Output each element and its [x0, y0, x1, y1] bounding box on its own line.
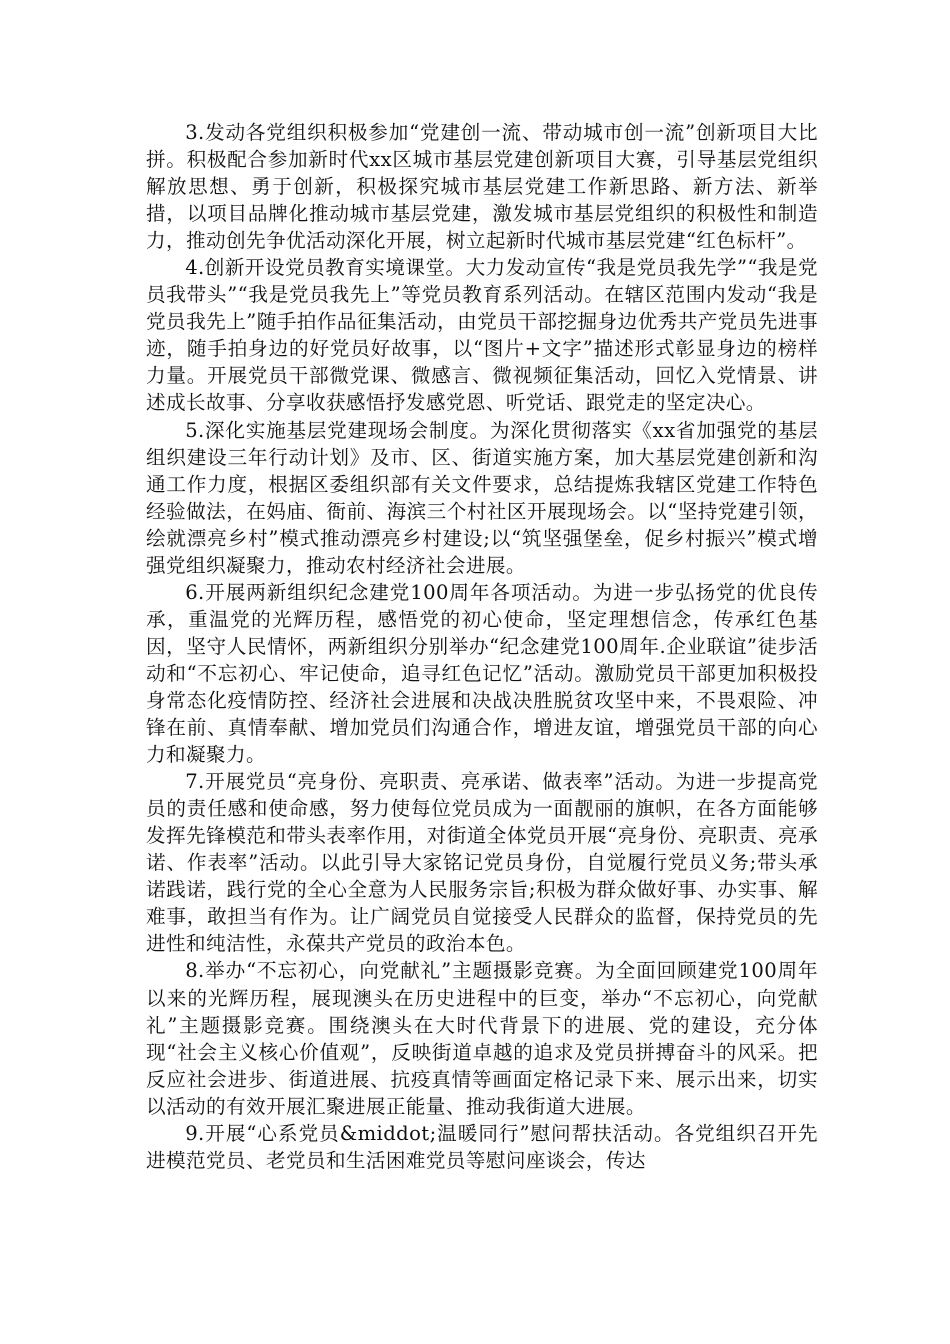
paragraph-6: 6.开展两新组织纪念建党100周年各项活动。为进一步弘扬党的优良传承，重温党的光辉历程，感悟党的初心使命，坚定理想信念，传承红色基因，坚守人民情怀，两新组织分别举办“纪念建党100周年.企业联谊”徒步活动和“不忘初心、牢记使命，追寻红色记忆”活动。激励党员干部更加积极投身常态化疫情防控、经济社会进展和决战决胜脱贫攻坚中来，不畏艰险、冲锋在前、真情奉献、增加党员们沟通合作，增进友谊，增强党员干部的向心力和凝聚力。 — [146, 580, 818, 767]
paragraph-8: 8.举办“不忘初心，向党献礼”主题摄影竞赛。为全面回顾建党100周年以来的光辉历程，展现澳头在历史进程中的巨变，举办“不忘初心，向党献礼”主题摄影竞赛。围绕澳头在大时代背景下的进展、党的建设，充分体现“社会主义核心价值观”，反映街道卓越的追求及党员拼搏奋斗的风采。把反应社会进步、街道进展、抗疫真情等画面定格记录下来、展示出来，切实以活动的有效开展汇聚进展正能量、推动我街道大进展。 — [146, 959, 818, 1118]
paragraph-4: 4.创新开设党员教育实境课堂。大力发动宣传“我是党员我先学”“我是党员我带头”“我是党员我先上”等党员教育系列活动。在辖区范围内发动“我是党员我先上”随手拍作品征集活动，由党员干部挖掘身边优秀共产党员先进事迹，随手拍身边的好党员好故事，以“图片+文字”描述形式彰显身边的榜样力量。开展党员干部微党课、微感言、微视频征集活动，回忆入党情景、讲述成长故事、分享收获感悟抒发感党恩、听党话、跟党走的坚定决心。 — [146, 256, 818, 415]
paragraph-7: 7.开展党员“亮身份、亮职责、亮承诺、做表率”活动。为进一步提高党员的责任感和使命感，努力使每位党员成为一面靓丽的旗帜，在各方面能够发挥先锋模范和带头表率作用，对街道全体党员开展“亮身份、亮职责、亮承诺、作表率”活动。以此引导大家铭记党员身份，自觉履行党员义务;带头承诺践诺，践行党的全心全意为人民服务宗旨;积极为群众做好事、办实事、解难事，敢担当有作为。让广阔党员自觉接受人民群众的监督，保持党员的先进性和纯洁性，永葆共产党员的政治本色。 — [146, 770, 818, 956]
document-body — [146, 119, 818, 1174]
paragraph-3: 3.发动各党组织积极参加“党建创一流、带动城市创一流”创新项目大比拼。积极配合参加新时代xx区城市基层党建创新项目大赛，引导基层党组织解放思想、勇于创新，积极探究城市基层党建工作新思路、新方法、新举措，以项目品牌化推动城市基层党建，激发城市基层党组织的积极性和制造力，推动创先争优活动深化开展，树立起新时代城市基层党建“红色标杆”。 — [146, 121, 818, 253]
paragraph-9: 9.开展“心系党员&middot;温暖同行”慰问帮扶活动。各党组织召开先进模范党员、老党员和生活困难党员等慰问座谈会，传达 — [146, 1121, 818, 1172]
paragraph-5: 5.深化实施基层党建现场会制度。为深化贯彻落实《xx省加强党的基层组织建设三年行动计划》及市、区、街道实施方案，加大基层党建创新和沟通工作力度，根据区委组织部有关文件要求，总结提炼我辖区党建工作特色经验做法，在妈庙、衙前、海滨三个村社区开展现场会。以“坚持党建引领，绘就漂亮乡村”模式推动漂亮乡村建设;以“筑坚强堡垒，促乡村振兴”模式增强党组织凝聚力，推动农村经济社会进展。 — [146, 418, 818, 577]
